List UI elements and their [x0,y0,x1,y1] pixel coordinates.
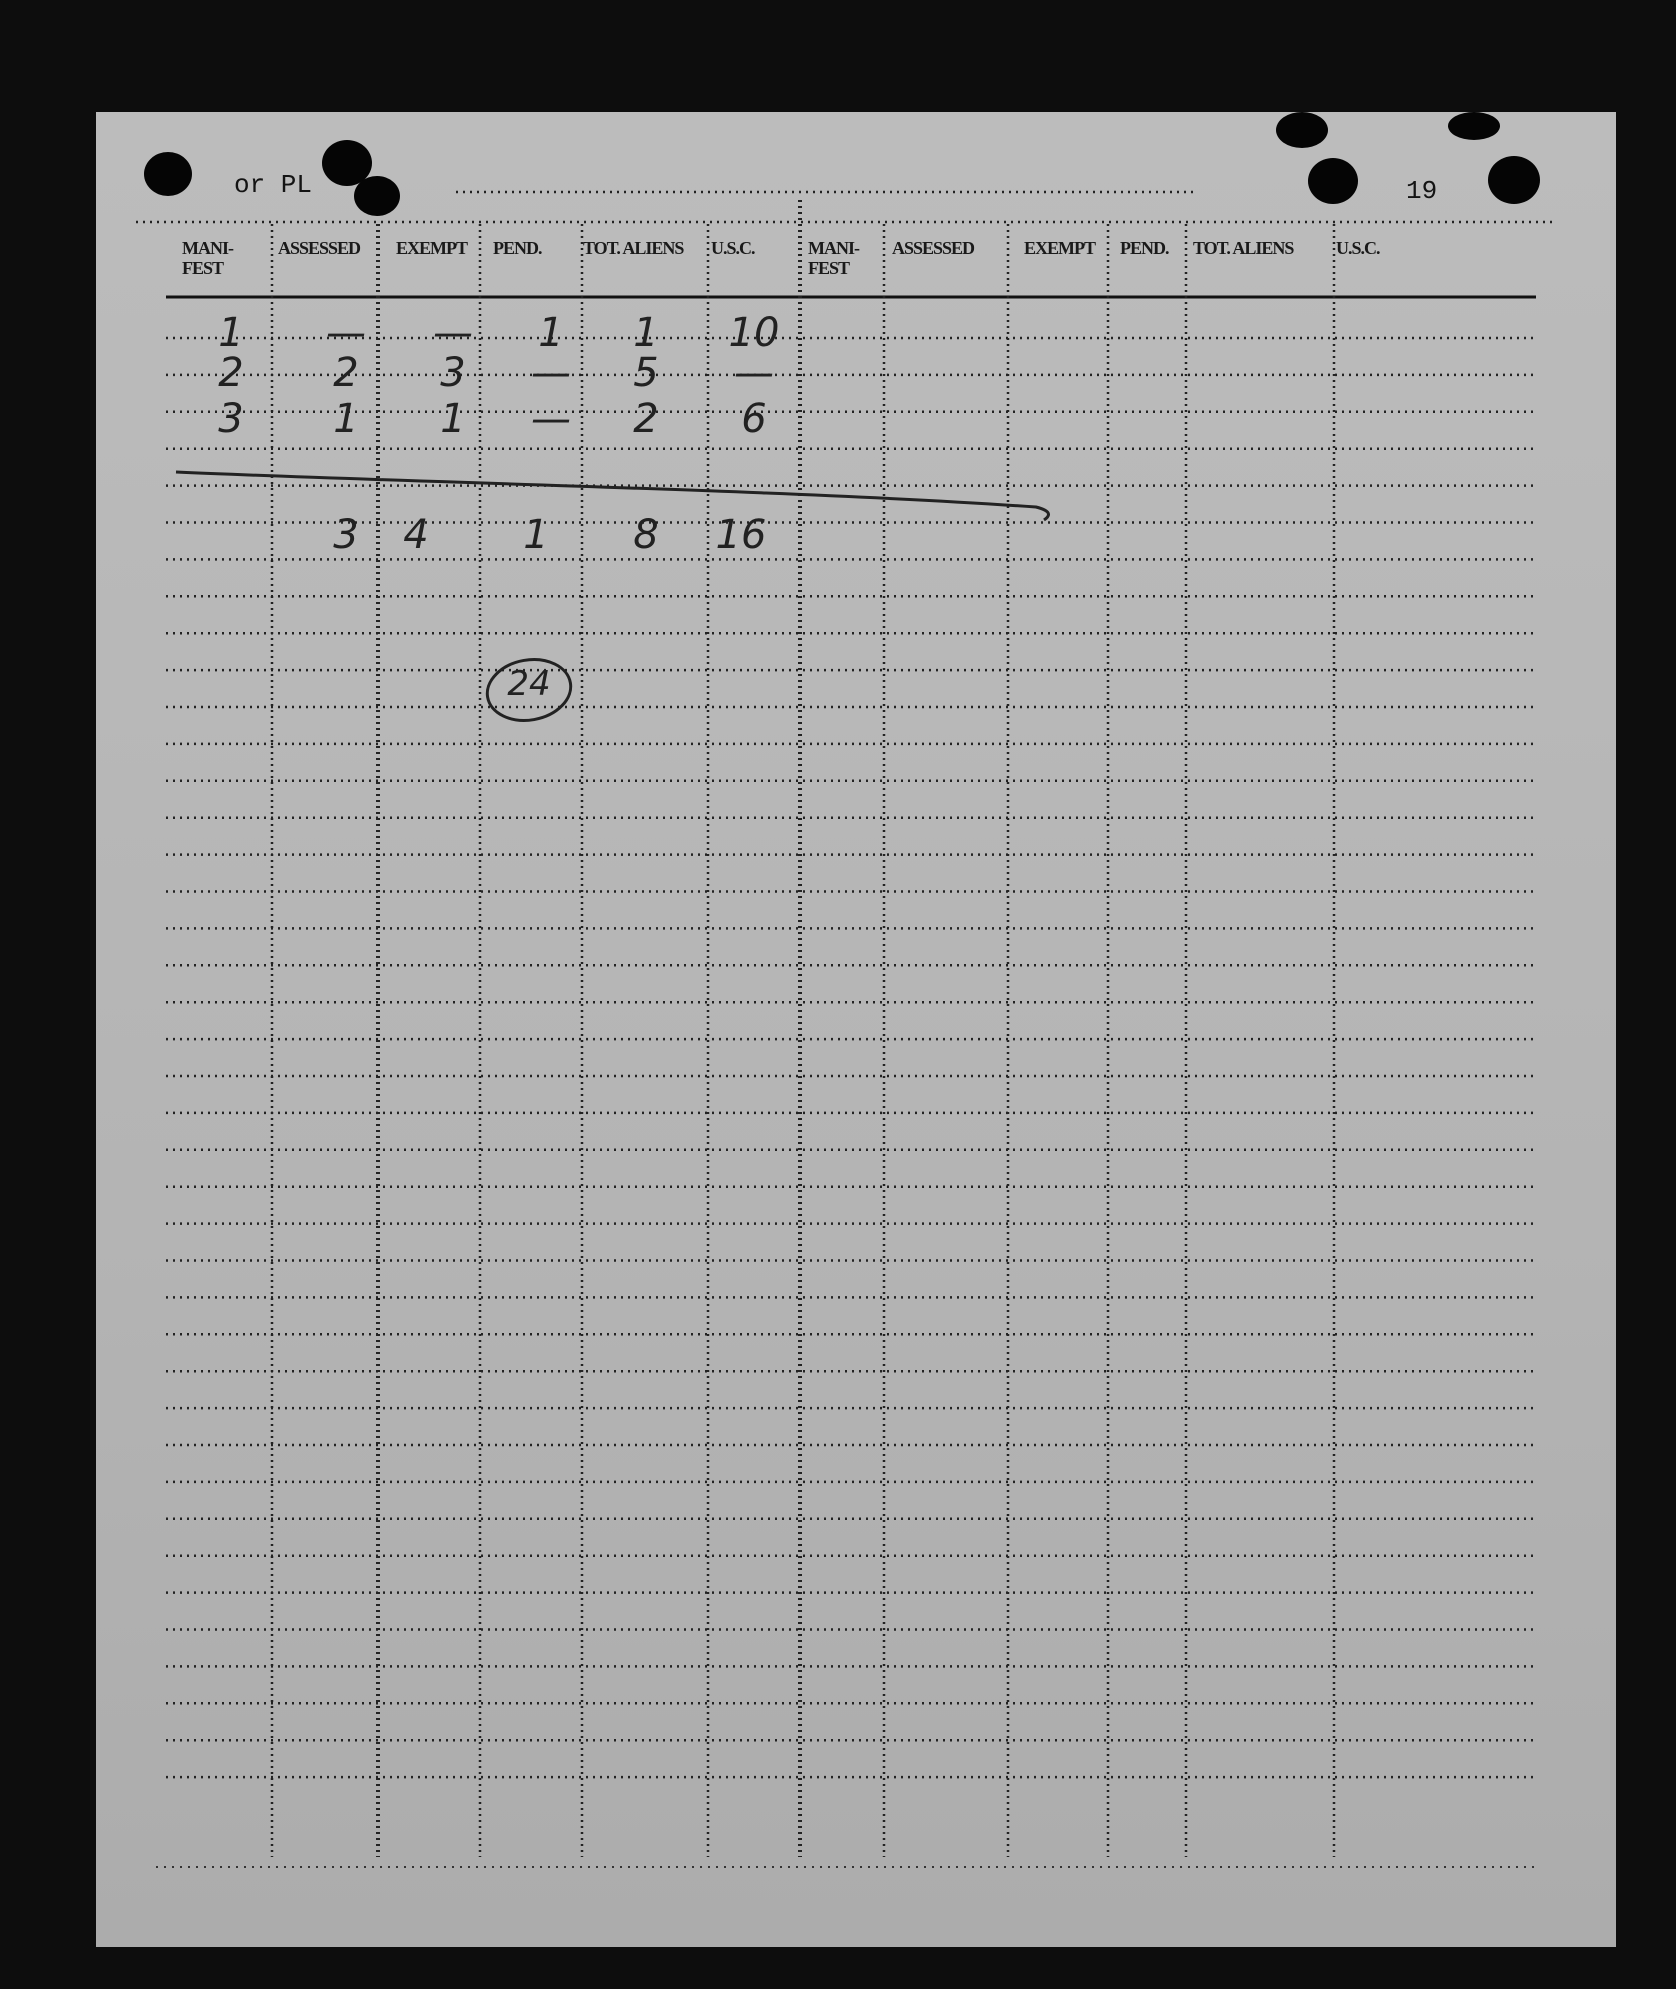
handwritten-cell-usc: 6 [741,396,767,442]
handwritten-cell-exempt: 3 [440,350,466,396]
totals-cell-usc: 16 [715,512,767,558]
handwritten-cell-tot_aliens: 5 [633,350,659,396]
handwritten-cell-pend: — [531,350,571,396]
handwritten-cell-tot_aliens: 2 [633,396,659,442]
col-head-left-assessed: ASSESSED [278,238,361,258]
ledger-grid [96,112,1616,1947]
handwritten-cell-tot_aliens: 1 [633,310,659,356]
totals-cell-assessed: 3 [333,512,359,558]
header-label: or PL [234,170,313,200]
handwritten-strike-line [176,472,1049,520]
col-head-right-usc: U.S.C. [1336,238,1380,258]
grand-total: 24 [507,664,551,704]
handwritten-cell-manifest: 2 [218,350,244,396]
handwritten-cell-usc: 10 [728,310,780,356]
col-head-left-exempt: EXEMPT [396,238,468,258]
totals-cell-tot_aliens: 8 [633,512,659,558]
handwritten-cell-assessed: — [326,310,366,356]
handwritten-cell-manifest: 1 [218,310,244,356]
col-head-left-usc: U.S.C. [711,238,755,258]
col-head-right-exempt: EXEMPT [1024,238,1096,258]
col-head-left-pend: PEND. [493,238,542,258]
handwritten-cell-manifest: 3 [218,396,244,442]
handwritten-cell-assessed: 2 [333,350,359,396]
handwritten-cell-usc: — [734,350,774,396]
col-head-right-manifest: MANI- FEST [808,238,859,278]
totals-cell-exempt: 4 [403,512,429,558]
col-head-right-assessed: ASSESSED [892,238,975,258]
col-head-right-pend: PEND. [1120,238,1169,258]
handwritten-cell-pend: 1 [538,310,564,356]
col-head-left-manifest: MANI- FEST [182,238,233,278]
handwritten-cell-exempt: 1 [440,396,466,442]
col-head-right-tot-aliens: TOT. ALIENS [1193,238,1294,258]
form-sheet [96,112,1616,1947]
year-label: 19 [1406,176,1438,206]
handwritten-cell-assessed: 1 [333,396,359,442]
handwritten-cell-pend: — [531,396,571,442]
col-head-left-tot-aliens: TOT. ALIENS [583,238,684,258]
handwritten-cell-exempt: — [433,310,473,356]
totals-cell-pend: 1 [523,512,549,558]
